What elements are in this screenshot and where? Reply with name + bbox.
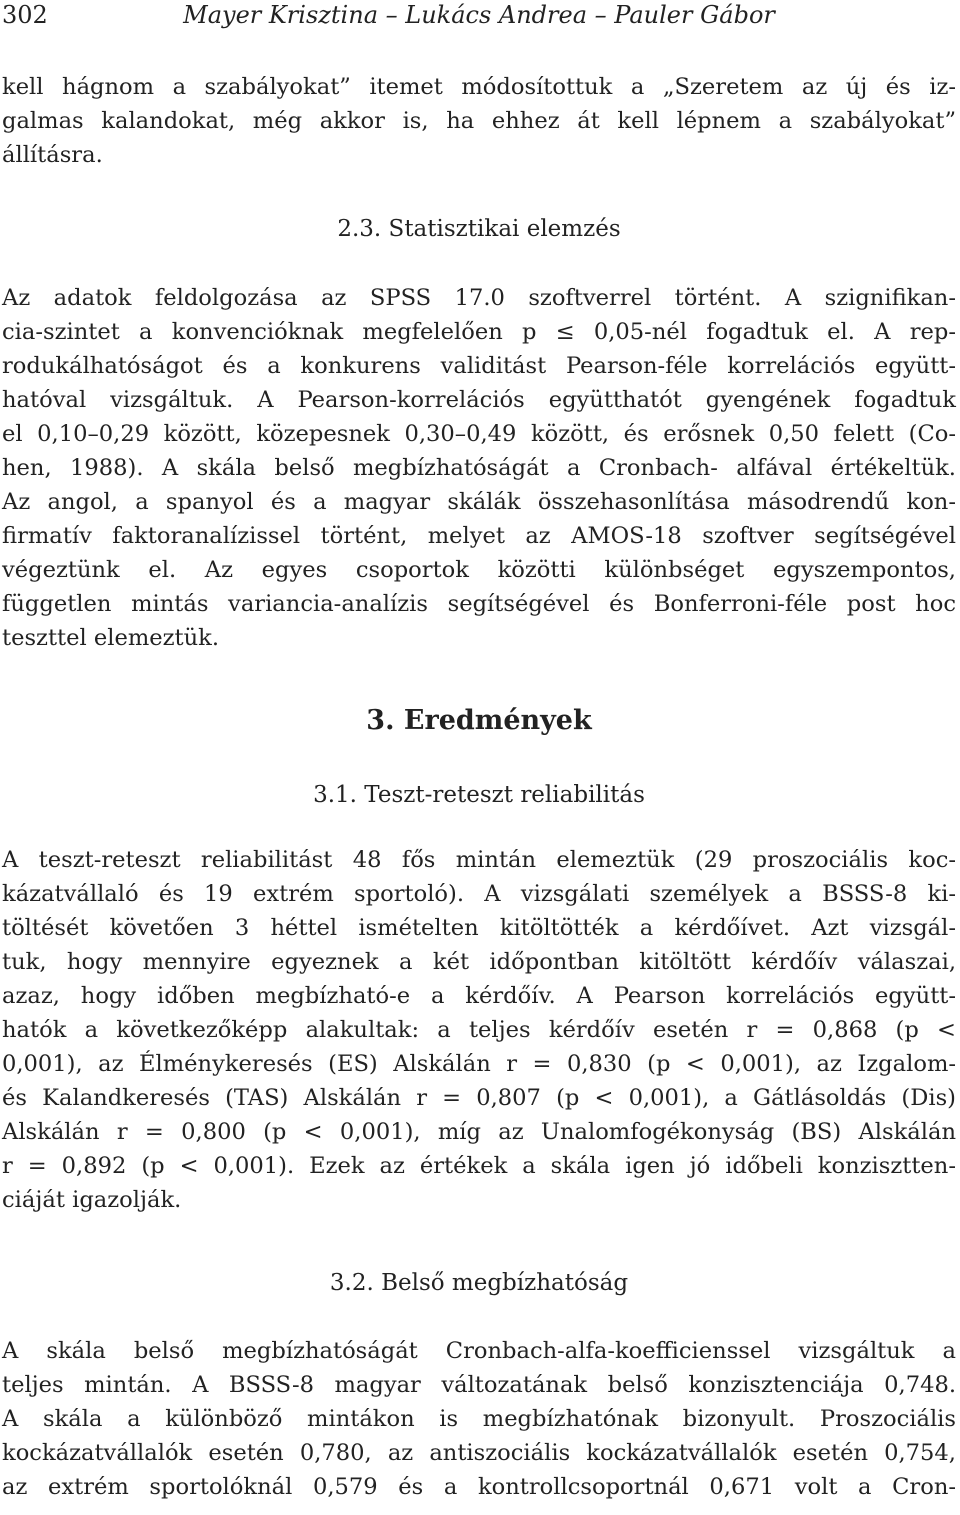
- chapter-title: 3. Eredmények: [366, 705, 592, 736]
- paragraph-continuation: [2, 70, 956, 172]
- section-title: 3.2. Belső megbízhatóság: [329, 1270, 629, 1296]
- text-line: azaz, hogy időben megbízható-e a kérdőív. A Pearson korrelációs együtt-: [2, 983, 956, 1009]
- text-line: galmas kalandokat, még akkor is, ha ehhez át kell lépnem a szabályokat”: [2, 108, 956, 134]
- text-line: cia-szintet a konvencióknak megfelelően p ≤ 0,05-nél fogadtuk el. A rep-: [2, 319, 956, 345]
- text-line: Alskálán r = 0,800 (p < 0,001), míg az Unalomfogékonyság (BS) Alskálán: [2, 1119, 956, 1145]
- text-line: Az angol, a spanyol és a magyar skálák összehasonlítása másodrendű kon-: [2, 489, 956, 515]
- paragraph-1: [2, 70, 956, 172]
- paragraph-internal-reliability: [2, 1334, 956, 1504]
- text-line: kockázatvállalók esetén 0,780, az antiszociális kockázatvállalók esetén 0,754,: [2, 1440, 956, 1466]
- running-head: [2, 0, 956, 30]
- text-line: 0,001), az Élménykeresés (ES) Alskálán r = 0,830 (p < 0,001), az Izgalom-: [2, 1051, 956, 1077]
- text-line: tuk, hogy mennyire egyeznek a két időpontban kitöltött kérdőív válaszai,: [2, 949, 956, 975]
- text-line: és Kalandkeresés (TAS) Alskálán r = 0,807 (p < 0,001), a Gátlásoldás (Dis): [2, 1085, 956, 1111]
- text-line: el 0,10–0,29 között, közepesnek 0,30–0,49 között, és erősnek 0,50 felett (Co-: [2, 421, 956, 447]
- section-heading-3-2: [2, 1266, 956, 1300]
- text-line: töltését követően 3 héttel ismételten kitöltötték a kérdőívet. Azt vizsgál-: [2, 915, 956, 941]
- section-heading-3-1: [2, 778, 956, 812]
- text-line: ciáját igazolják.: [2, 1187, 182, 1213]
- text-line: A skála belső megbízhatóságát Cronbach-alfa-koefficienssel vizsgáltuk a: [2, 1338, 956, 1364]
- text-line: hatók a következőképp alakultak: a teljes kérdőív esetén r = 0,868 (p <: [2, 1017, 956, 1043]
- text-line: független mintás variancia-analízis segítségével és Bonferroni-féle post hoc: [2, 591, 956, 617]
- text-line: firmatív faktoranalízissel történt, melyet az AMOS-18 szoftver segítségével: [2, 523, 956, 549]
- section-title: 3.1. Teszt-reteszt reliabilitás: [313, 782, 645, 808]
- text-line: állításra.: [2, 142, 103, 168]
- text-line: A skála a különböző mintákon is megbízhatónak bizonyult. Proszociális: [2, 1406, 956, 1432]
- text-line: hen, 1988). A skála belső megbízhatóságát a Cronbach- alfával értékeltük.: [2, 455, 956, 481]
- paragraph-2: [2, 281, 956, 655]
- text-line: kázatvállaló és 19 extrém sportoló). A vizsgálati személyek a BSSS-8 ki-: [2, 881, 956, 907]
- text-line: kell hágnom a szabályokat” itemet módosítottuk a „Szeretem az új és iz-: [2, 74, 956, 100]
- text-line: hatóval vizsgáltuk. A Pearson-korrelációs együtthatót gyengének fogadtuk: [2, 387, 956, 413]
- text-line: r = 0,892 (p < 0,001). Ezek az értékek a skála igen jó időbeli konzisztten-: [2, 1153, 956, 1179]
- paragraph-statistics: [2, 281, 956, 655]
- section-heading-2-3: [2, 212, 956, 246]
- text-line: A teszt-reteszt reliabilitást 48 fős mintán elemeztük (29 proszociális koc-: [2, 847, 956, 873]
- text-line: Az adatok feldolgozása az SPSS 17.0 szoftverrel történt. A szignifikan-: [2, 285, 956, 311]
- text-line: teszttel elemeztük.: [2, 625, 220, 651]
- section-title: 2.3. Statisztikai elemzés: [337, 216, 621, 242]
- paragraph-4: [2, 1334, 956, 1504]
- running-title: Mayer Krisztina – Lukács Andrea – Pauler Gábor: [183, 1, 775, 29]
- paragraph-3: [2, 843, 956, 1217]
- section-heading-3: [2, 704, 956, 738]
- page-number: 302: [2, 1, 48, 29]
- text-line: az extrém sportolóknál 0,579 és a kontrollcsoportnál 0,671 volt a Cron-: [2, 1474, 956, 1500]
- text-line: rodukálhatóságot és a konkurens validitást Pearson-féle korrelációs együtt-: [2, 353, 956, 379]
- paragraph-test-retest: [2, 843, 956, 1217]
- text-line: végeztünk el. Az egyes csoportok közötti különbséget egyszempontos,: [2, 557, 956, 583]
- text-line: teljes mintán. A BSSS-8 magyar változatának belső konzisztenciája 0,748.: [2, 1372, 956, 1398]
